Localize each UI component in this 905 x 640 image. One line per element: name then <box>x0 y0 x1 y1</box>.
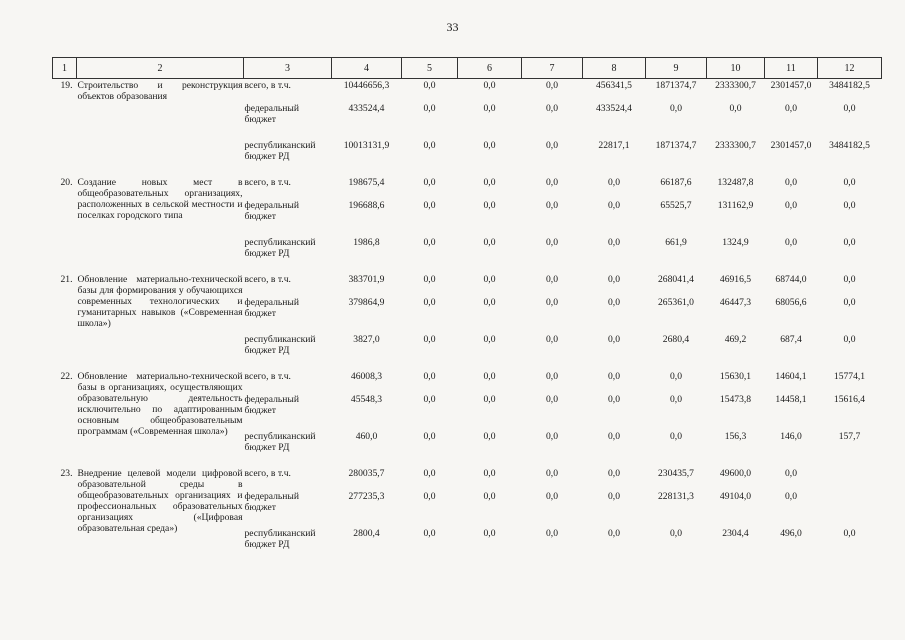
value-cell: 146,0 <box>780 431 802 442</box>
value-cell: 433524,4 <box>596 103 632 114</box>
value-cell: 0,0 <box>483 177 496 188</box>
value-cell: 0,0 <box>546 371 558 382</box>
row-index: 19. <box>60 80 73 91</box>
value-cell: 0,0 <box>785 177 797 188</box>
value-cell: 1871374,7 <box>655 140 697 151</box>
page-number: 33 <box>446 20 459 34</box>
value-cell: 0,0 <box>608 491 620 502</box>
value-cell: 1871374,7 <box>655 80 697 91</box>
value-cell: 0,0 <box>483 103 496 114</box>
value-cell: 1324,9 <box>722 237 749 248</box>
value-cell: 2333300,7 <box>715 80 756 91</box>
value-cell: 0,0 <box>483 394 496 405</box>
value-cell: 68056,6 <box>775 297 807 308</box>
value-cell: 0,0 <box>423 371 436 382</box>
table-row <box>53 370 882 393</box>
value-cell: 198675,4 <box>348 177 385 188</box>
funding-source: республиканский бюджет РД <box>244 140 316 162</box>
value-cell: 0,0 <box>670 103 682 114</box>
value-cell: 1986,8 <box>353 237 380 248</box>
value-cell: 0,0 <box>843 200 856 211</box>
value-cell: 0,0 <box>483 80 496 91</box>
value-cell: 433524,4 <box>348 103 385 114</box>
funding-source: федеральный бюджет <box>244 200 300 222</box>
value-cell: 0,0 <box>483 297 496 308</box>
funding-source: республиканский бюджет РД <box>244 334 316 356</box>
value-cell: 0,0 <box>608 431 620 442</box>
value-cell: 0,0 <box>843 274 856 285</box>
header-cell: 6 <box>458 58 522 79</box>
value-cell: 228131,3 <box>658 491 694 502</box>
header-cell: 9 <box>646 58 707 79</box>
value-cell: 0,0 <box>546 394 558 405</box>
value-cell: 0,0 <box>670 528 682 539</box>
value-cell: 0,0 <box>423 177 436 188</box>
value-cell: 456341,5 <box>596 80 632 91</box>
value-cell: 0,0 <box>546 80 558 91</box>
value-cell: 15616,4 <box>833 394 866 405</box>
header-cell: 10 <box>707 58 765 79</box>
value-cell: 0,0 <box>670 394 682 405</box>
value-cell: 14458,1 <box>775 394 807 405</box>
header-cell: 3 <box>244 58 332 79</box>
value-cell: 0,0 <box>546 297 558 308</box>
item-name: Обновление материально-технической базы для формирования у обучающихся современных технологических и гуманитарных навыков («Современная школа») <box>77 274 243 329</box>
value-cell: 0,0 <box>546 528 558 539</box>
value-cell: 2301457,0 <box>770 140 812 151</box>
funding-source: республиканский бюджет РД <box>244 528 316 550</box>
value-cell: 0,0 <box>608 297 620 308</box>
table-row <box>53 467 882 490</box>
value-cell: 2304,4 <box>722 528 749 539</box>
funding-source: всего, в т.ч. <box>244 80 291 91</box>
value-cell: 661,9 <box>665 237 687 248</box>
value-cell: 0,0 <box>483 431 496 442</box>
header-cell: 2 <box>77 58 244 79</box>
value-cell: 0,0 <box>785 491 797 502</box>
value-cell: 46916,5 <box>719 274 752 285</box>
header-cell: 12 <box>818 58 882 79</box>
funding-source: республиканский бюджет РД <box>244 237 316 259</box>
value-cell: 0,0 <box>608 200 620 211</box>
funding-source: всего, в т.ч. <box>244 274 291 285</box>
value-cell: 132487,8 <box>717 177 754 188</box>
funding-source: федеральный бюджет <box>244 491 300 513</box>
value-cell: 0,0 <box>423 274 436 285</box>
value-cell: 0,0 <box>483 237 496 248</box>
value-cell: 66187,6 <box>660 177 692 188</box>
value-cell: 156,3 <box>724 431 747 442</box>
value-cell: 0,0 <box>608 371 620 382</box>
value-cell: 131162,9 <box>717 200 754 211</box>
value-cell: 2800,4 <box>353 528 380 539</box>
value-cell: 460,0 <box>355 431 378 442</box>
value-cell: 0,0 <box>423 200 436 211</box>
funding-source: республиканский бюджет РД <box>244 431 316 453</box>
value-cell: 65525,7 <box>660 200 692 211</box>
value-cell: 0,0 <box>608 394 620 405</box>
value-cell: 68744,0 <box>775 274 807 285</box>
value-cell: 3484182,5 <box>829 140 870 151</box>
value-cell: 0,0 <box>423 80 436 91</box>
value-cell: 383701,9 <box>348 274 385 285</box>
item-name: Обновление материально-технической базы в организациях, осуществляющих образовательную деятельность исключительно по адаптированным основным общеобразовательным программам («Современная школа») <box>77 371 243 437</box>
row-index: 20. <box>60 177 73 188</box>
funding-source: всего, в т.ч. <box>244 371 291 382</box>
value-cell: 0,0 <box>546 177 558 188</box>
value-cell: 14604,1 <box>775 371 807 382</box>
table-row <box>53 273 882 296</box>
value-cell: 0,0 <box>423 394 436 405</box>
value-cell: 3484182,5 <box>829 80 870 91</box>
value-cell: 0,0 <box>785 468 797 479</box>
value-cell: 268041,4 <box>658 274 694 285</box>
value-cell: 0,0 <box>483 334 496 345</box>
value-cell: 0,0 <box>608 528 620 539</box>
value-cell: 0,0 <box>608 237 620 248</box>
value-cell: 10013131,9 <box>343 140 390 151</box>
value-cell: 0,0 <box>483 140 496 151</box>
item-name: Строительство и реконструкция объектов образования <box>77 80 243 102</box>
value-cell: 2301457,0 <box>770 80 812 91</box>
value-cell: 0,0 <box>423 491 436 502</box>
value-cell: 15473,8 <box>719 394 752 405</box>
budget-table <box>52 57 882 564</box>
value-cell: 0,0 <box>785 103 797 114</box>
value-cell: 0,0 <box>546 103 558 114</box>
table-row <box>53 176 882 199</box>
value-cell: 0,0 <box>546 200 558 211</box>
value-cell: 0,0 <box>608 274 620 285</box>
funding-source: федеральный бюджет <box>244 103 300 125</box>
value-cell: 157,7 <box>838 431 861 442</box>
header-cell: 7 <box>522 58 583 79</box>
table-row <box>53 79 882 103</box>
funding-source: федеральный бюджет <box>244 394 300 416</box>
value-cell: 0,0 <box>483 274 496 285</box>
header-cell: 1 <box>53 58 77 79</box>
value-cell: 0,0 <box>546 431 558 442</box>
value-cell: 0,0 <box>483 468 496 479</box>
row-index: 23. <box>60 468 73 479</box>
header-row <box>53 58 882 79</box>
value-cell: 0,0 <box>423 103 436 114</box>
value-cell: 46447,3 <box>719 297 752 308</box>
value-cell: 0,0 <box>546 237 558 248</box>
value-cell: 0,0 <box>546 491 558 502</box>
value-cell: 0,0 <box>843 528 856 539</box>
header-cell: 8 <box>583 58 646 79</box>
value-cell: 0,0 <box>608 177 620 188</box>
value-cell: 0,0 <box>546 274 558 285</box>
value-cell: 265361,0 <box>658 297 694 308</box>
value-cell: 687,4 <box>780 334 802 345</box>
row-index: 21. <box>60 274 73 285</box>
value-cell: 2680,4 <box>662 334 690 345</box>
value-cell: 496,0 <box>780 528 802 539</box>
funding-source: федеральный бюджет <box>244 297 300 319</box>
value-cell: 0,0 <box>670 431 682 442</box>
value-cell: 22817,1 <box>598 140 630 151</box>
item-name: Внедрение целевой модели цифровой образовательной среды в общеобразовательных организациях и профессиональных образовательных организациях («Цифровая образовательная среда») <box>77 468 243 534</box>
value-cell: 3827,0 <box>353 334 380 345</box>
header-cell: 4 <box>332 58 402 79</box>
funding-source: всего, в т.ч. <box>244 177 291 188</box>
value-cell: 0,0 <box>546 334 558 345</box>
value-cell: 277235,3 <box>348 491 385 502</box>
value-cell: 0,0 <box>483 491 496 502</box>
funding-source: всего, в т.ч. <box>244 468 291 479</box>
value-cell: 0,0 <box>843 297 856 308</box>
value-cell: 49600,0 <box>719 468 752 479</box>
value-cell: 0,0 <box>423 140 436 151</box>
value-cell: 15630,1 <box>719 371 752 382</box>
value-cell: 0,0 <box>843 237 856 248</box>
item-name: Создание новых мест в общеобразовательных организациях, расположенных в сельской местности и поселках городского типа <box>77 177 243 221</box>
header-cell: 11 <box>765 58 818 79</box>
value-cell: 196688,6 <box>348 200 385 211</box>
value-cell: 10446656,3 <box>343 80 390 91</box>
value-cell: 0,0 <box>483 528 496 539</box>
value-cell: 230435,7 <box>658 468 694 479</box>
value-cell: 15774,1 <box>833 371 866 382</box>
value-cell: 0,0 <box>608 334 620 345</box>
value-cell: 0,0 <box>843 177 856 188</box>
value-cell: 0,0 <box>423 237 436 248</box>
row-index: 22. <box>60 371 73 382</box>
value-cell: 0,0 <box>423 528 436 539</box>
value-cell: 0,0 <box>843 103 856 114</box>
value-cell: 49104,0 <box>719 491 752 502</box>
value-cell: 280035,7 <box>348 468 385 479</box>
value-cell: 0,0 <box>785 237 797 248</box>
value-cell: 2333300,7 <box>715 140 756 151</box>
value-cell: 45548,3 <box>350 394 383 405</box>
value-cell: 46008,3 <box>350 371 383 382</box>
value-cell: 0,0 <box>546 468 558 479</box>
value-cell: 469,2 <box>724 334 747 345</box>
value-cell: 0,0 <box>546 140 558 151</box>
value-cell: 0,0 <box>483 200 496 211</box>
value-cell: 0,0 <box>423 297 436 308</box>
value-cell: 0,0 <box>785 200 797 211</box>
value-cell: 0,0 <box>483 371 496 382</box>
value-cell: 0,0 <box>423 468 436 479</box>
value-cell: 379864,9 <box>348 297 385 308</box>
value-cell: 0,0 <box>423 334 436 345</box>
value-cell: 0,0 <box>608 468 620 479</box>
value-cell: 0,0 <box>843 334 856 345</box>
value-cell: 0,0 <box>670 371 682 382</box>
value-cell: 0,0 <box>729 103 742 114</box>
header-cell: 5 <box>402 58 458 79</box>
value-cell: 0,0 <box>423 431 436 442</box>
